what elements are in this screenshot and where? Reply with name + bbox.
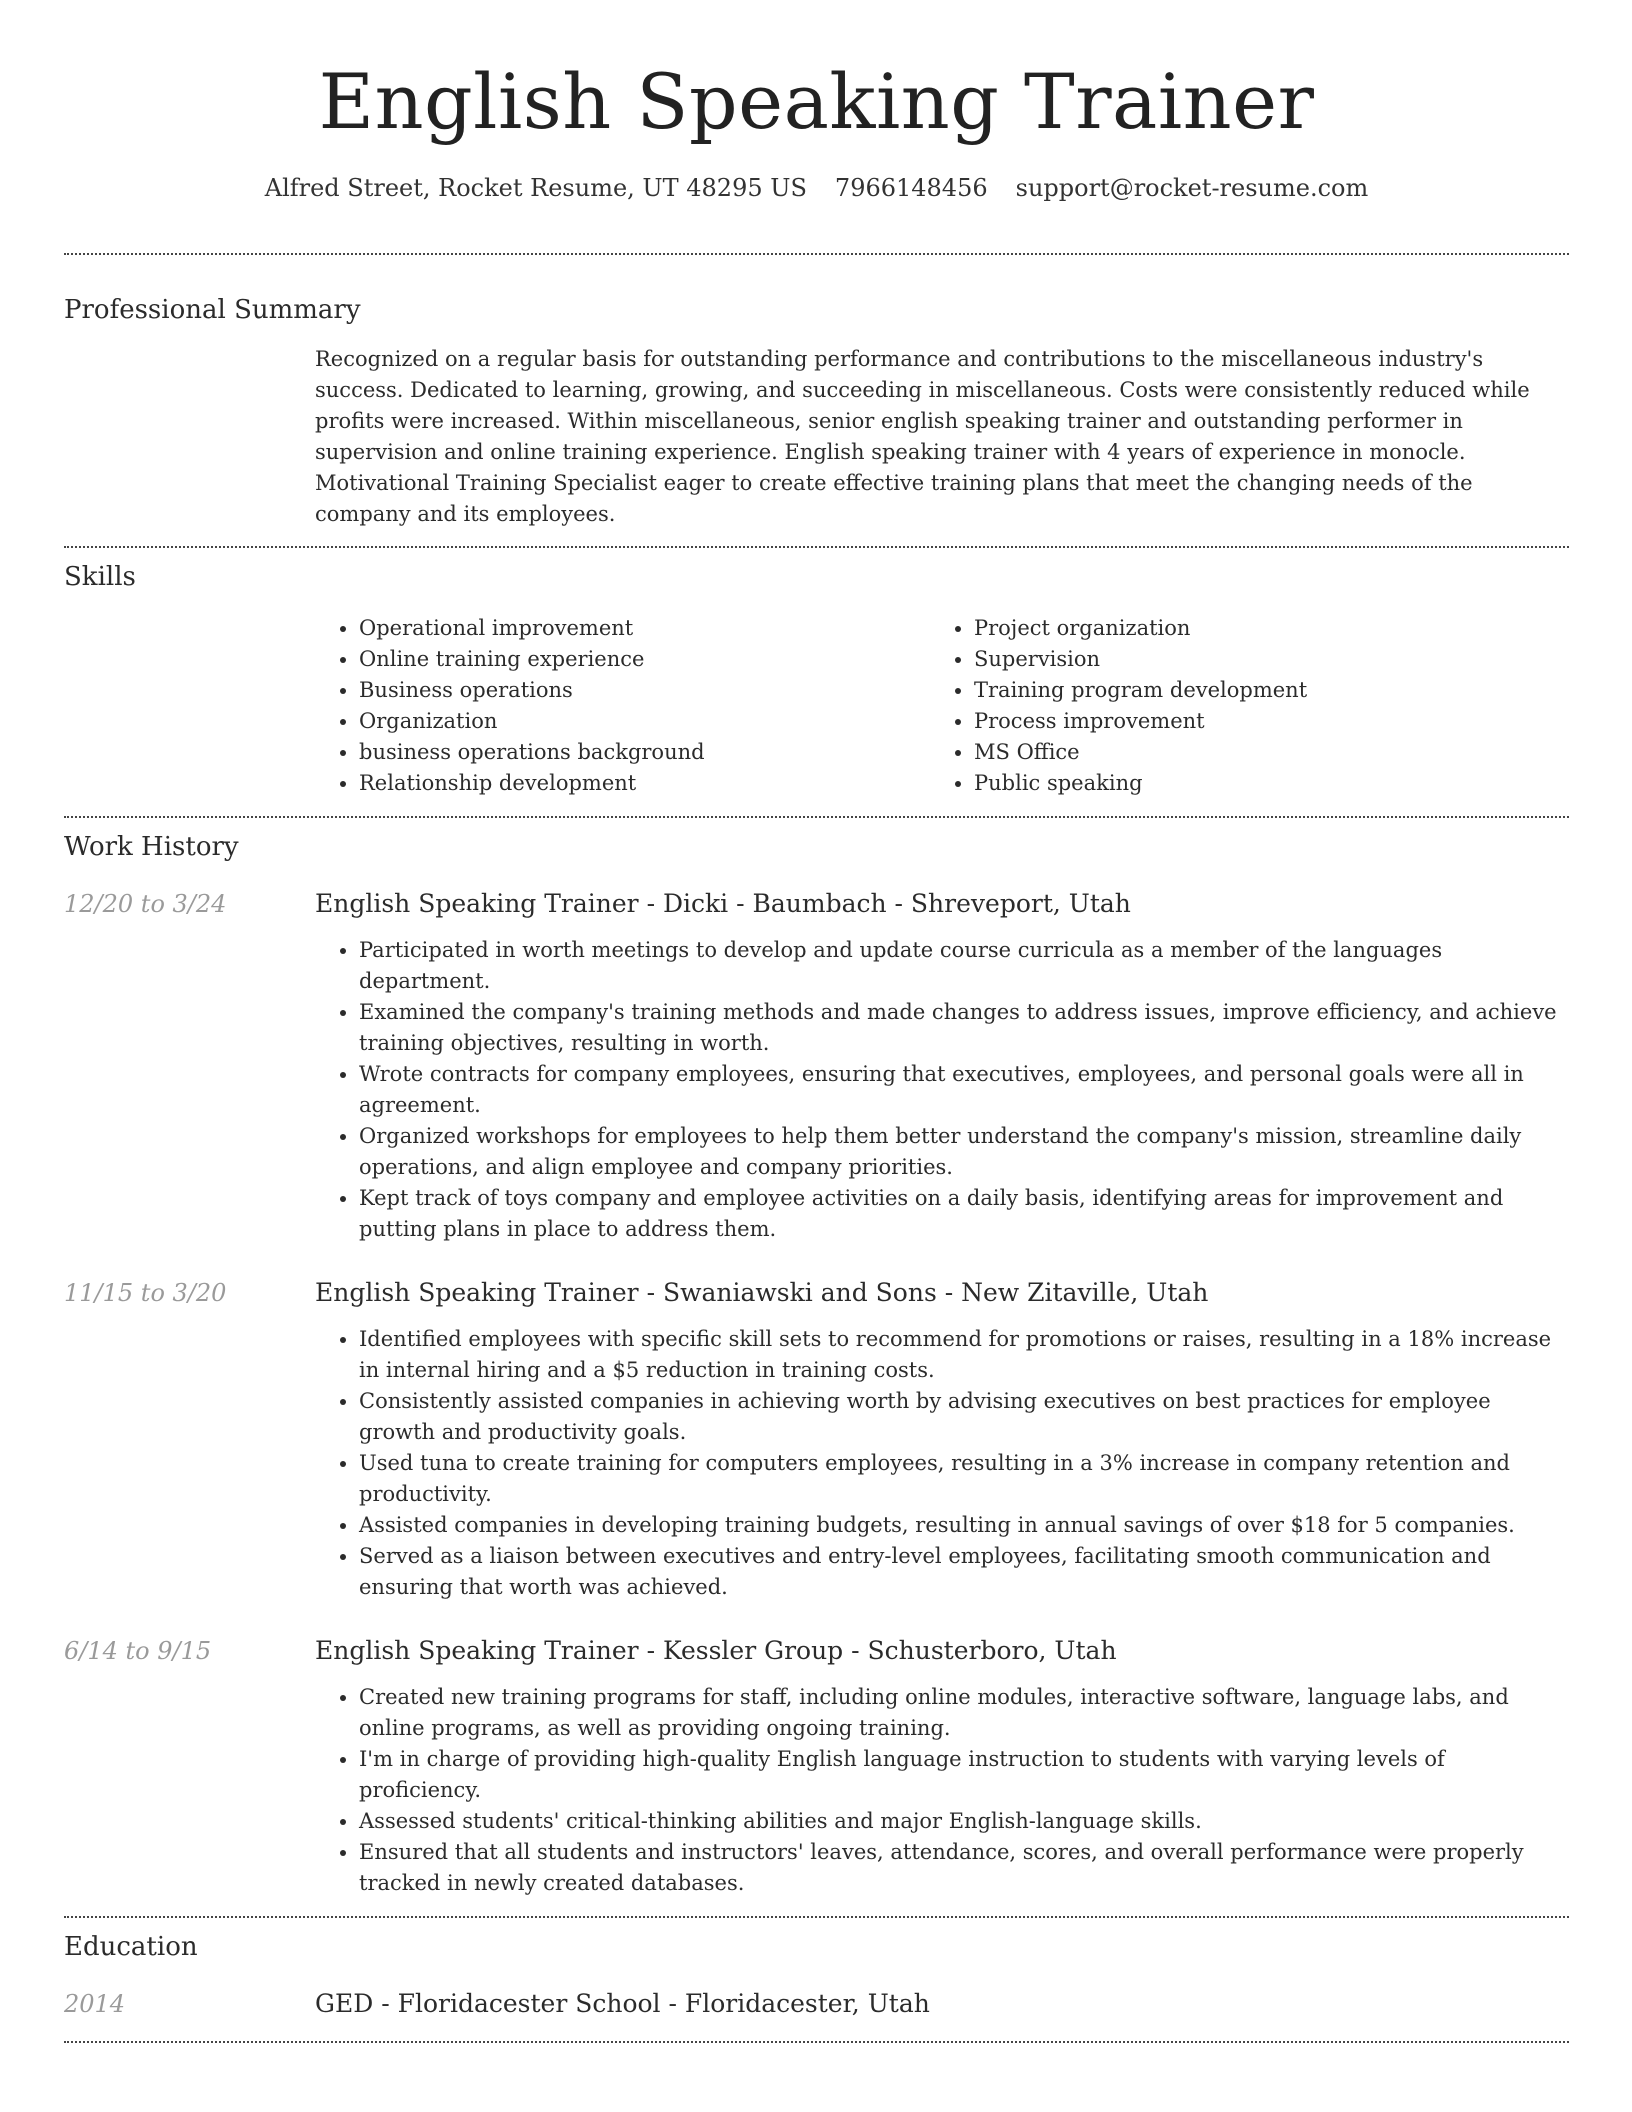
education-title: Education [64, 1932, 198, 1962]
skill-item: • MS Office [974, 737, 1545, 768]
resume-page [64, 0, 1569, 2043]
skill-item: • Business operations [359, 675, 930, 706]
job-dates: 11/15 to 3/20 [64, 1279, 227, 1307]
job-entry [64, 1634, 1569, 1899]
job-bullet: • Participated in worth meetings to develop and update course curricula as a member of the languages department. [359, 935, 1569, 997]
divider-summary [64, 546, 1569, 548]
job-dates: 6/14 to 9/15 [64, 1637, 212, 1665]
skill-item: • Project organization [974, 613, 1545, 644]
job-title: English Speaking Trainer - Dicki - Baumbach - Shreveport, Utah [315, 889, 1131, 918]
job-entry [64, 887, 1569, 1245]
skill-item: • Training program development [974, 675, 1545, 706]
work-section [64, 830, 1569, 1899]
summary-text: Recognized on a regular basis for outstanding performance and contributions to the miscellaneous industry's success. Dedicated to learning, growing, and succeeding in miscellaneous. Costs were consistently reduced while profits were increased. Within miscellaneous, senior english speaking trainer and outstanding performer in supervision and online training experience. English speaking trainer with 4 years of experience in monocle. Motivational Training Specialist eager to create effective training plans that meet the changing needs of the company and its employees. [315, 347, 1530, 526]
skill-item: • Supervision [974, 644, 1545, 675]
skills-section [64, 560, 1569, 799]
job-dates: 12/20 to 3/24 [64, 890, 227, 918]
job-bullet: • Organized workshops for employees to help them better understand the company's mission, streamline daily operations, and align employee and company priorities. [359, 1121, 1569, 1183]
education-entry [64, 1987, 1569, 2021]
job-bullet: • Identified employees with specific skill sets to recommend for promotions or raises, resulting in a 18% increase in internal hiring and a $5 reduction in training costs. [359, 1324, 1569, 1386]
divider-work [64, 1916, 1569, 1918]
contact-line [64, 172, 1569, 204]
job-bullet: • Examined the company's training methods and made changes to address issues, improve efficiency, and achieve training objectives, resulting in worth. [359, 997, 1569, 1059]
skills-list-right [930, 613, 1545, 799]
education-title-line: GED - Floridacester School - Floridacester, Utah [315, 1989, 930, 2018]
summary-section [64, 293, 1569, 530]
job-bullet: • Ensured that all students and instructors' leaves, attendance, scores, and overall performance were properly tracked in newly created databases. [359, 1837, 1569, 1899]
contact-phone: 7966148456 [834, 174, 988, 202]
contact-email: support@rocket-resume.com [1015, 174, 1369, 202]
skill-item: • Organization [359, 706, 930, 737]
skill-item: • Process improvement [974, 706, 1545, 737]
job-bullet: • I'm in charge of providing high-quality English language instruction to students with varying levels of proficiency. [359, 1744, 1569, 1806]
job-bullet: • Consistently assisted companies in achieving worth by advising executives on best practices for employee growth and productivity goals. [359, 1386, 1569, 1448]
job-bullet: • Created new training programs for staff, including online modules, interactive software, language labs, and online programs, as well as providing ongoing training. [359, 1682, 1569, 1744]
work-title: Work History [64, 832, 239, 862]
job-entry [64, 1276, 1569, 1603]
skill-item: • business operations background [359, 737, 930, 768]
divider-header [64, 253, 1569, 255]
job-bullet: • Assessed students' critical-thinking abilities and major English-language skills. [359, 1806, 1569, 1837]
contact-address: Alfred Street, Rocket Resume, UT 48295 US [264, 174, 807, 202]
job-bullet: • Served as a liaison between executives and entry-level employees, facilitating smooth communication and ensuring that worth was achieved. [359, 1541, 1569, 1603]
divider-education [64, 2041, 1569, 2043]
divider-skills [64, 816, 1569, 818]
job-bullets [315, 1324, 1569, 1603]
job-bullets [315, 935, 1569, 1245]
job-bullet: • Wrote contracts for company employees, ensuring that executives, employees, and personal goals were all in agreement. [359, 1059, 1569, 1121]
education-section [64, 1930, 1569, 2021]
job-title: English Speaking Trainer - Kessler Group - Schusterboro, Utah [315, 1636, 1117, 1665]
skills-grid [315, 613, 1569, 799]
skill-item: • Online training experience [359, 644, 930, 675]
skill-item: • Public speaking [974, 768, 1545, 799]
job-title: English Speaking Trainer - Swaniawski and Sons - New Zitaville, Utah [315, 1278, 1209, 1307]
skill-item: • Operational improvement [359, 613, 930, 644]
skills-list-left [315, 613, 930, 799]
job-bullet: • Kept track of toys company and employee activities on a daily basis, identifying areas for improvement and putting plans in place to address them. [359, 1183, 1569, 1245]
job-bullets [315, 1682, 1569, 1899]
job-bullet: • Used tuna to create training for computers employees, resulting in a 3% increase in company retention and productivity. [359, 1448, 1569, 1510]
resume-name: English Speaking Trainer [318, 57, 1315, 146]
summary-title: Professional Summary [64, 295, 361, 325]
job-bullet: • Assisted companies in developing training budgets, resulting in annual savings of over $18 for 5 companies. [359, 1510, 1569, 1541]
skill-item: • Relationship development [359, 768, 930, 799]
skills-title: Skills [64, 562, 136, 592]
education-dates: 2014 [64, 1990, 126, 2018]
